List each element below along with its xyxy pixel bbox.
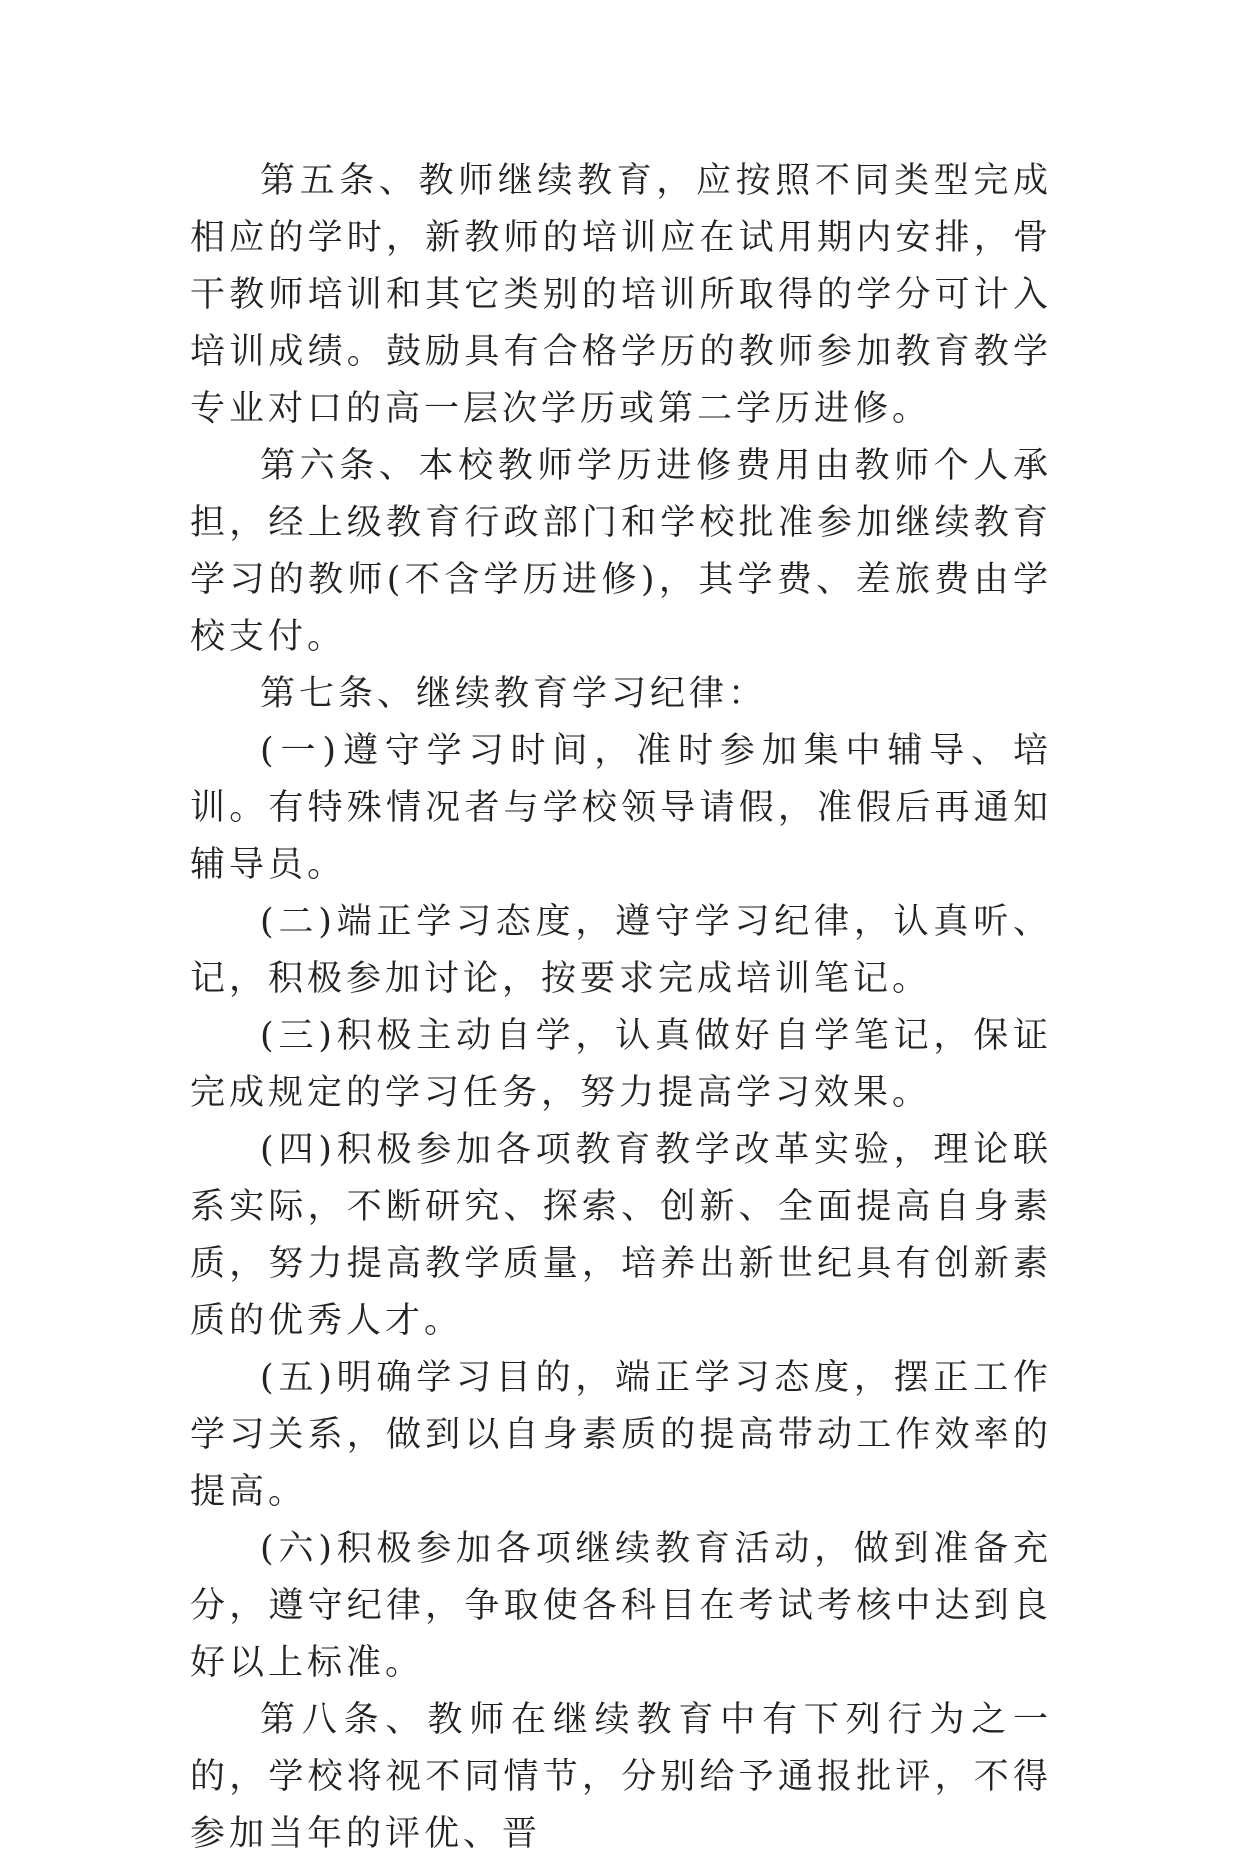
- paragraph-article-6: 第六条、本校教师学历进修费用由教师个人承担，经上级教育行政部门和学校批准参加继续教育学习的教师(不含学历进修)，其学费、差旅费由学校支付。: [190, 446, 1052, 657]
- paragraph-item-6: (六)积极参加各项继续教育活动，做到准备充分，遵守纪律，争取使各科目在考试考核中达到良好以上标准。: [190, 1529, 1052, 1683]
- paragraph-item-1: (一)遵守学习时间，准时参加集中辅导、培训。有特殊情况者与学校领导请假，准假后再通知辅导员。: [190, 731, 1052, 885]
- paragraph-item-2: (二)端正学习态度，遵守学习纪律，认真听、记，积极参加讨论，按要求完成培训笔记。: [190, 902, 1052, 999]
- paragraph-article-5: 第五条、教师继续教育，应按照不同类型完成相应的学时，新教师的培训应在试用期内安排，骨干教师培训和其它类别的培训所取得的学分可计入培训成绩。鼓励具有合格学历的教师参加教育教学专业对口的高一层次学历或第二学历进修。: [190, 161, 1052, 429]
- paragraph-item-5: (五)明确学习目的，端正学习态度，摆正工作学习关系，做到以自身素质的提高带动工作效率的提高。: [190, 1358, 1052, 1512]
- paragraph-item-4: (四)积极参加各项教育教学改革实验，理论联系实际，不断研究、探索、创新、全面提高自身素质，努力提高教学质量，培养出新世纪具有创新素质的优秀人才。: [190, 1130, 1052, 1341]
- document-body: [190, 153, 1052, 1863]
- paragraph-article-7: 第七条、继续教育学习纪律：: [260, 674, 768, 714]
- paragraph-article-8: 第八条、教师在继续教育中有下列行为之一的，学校将视不同情节，分别给予通报批评，不得参加当年的评优、晋: [190, 1700, 1052, 1854]
- paragraph-item-3: (三)积极主动自学，认真做好自学笔记，保证完成规定的学习任务，努力提高学习效果。: [190, 1016, 1052, 1113]
